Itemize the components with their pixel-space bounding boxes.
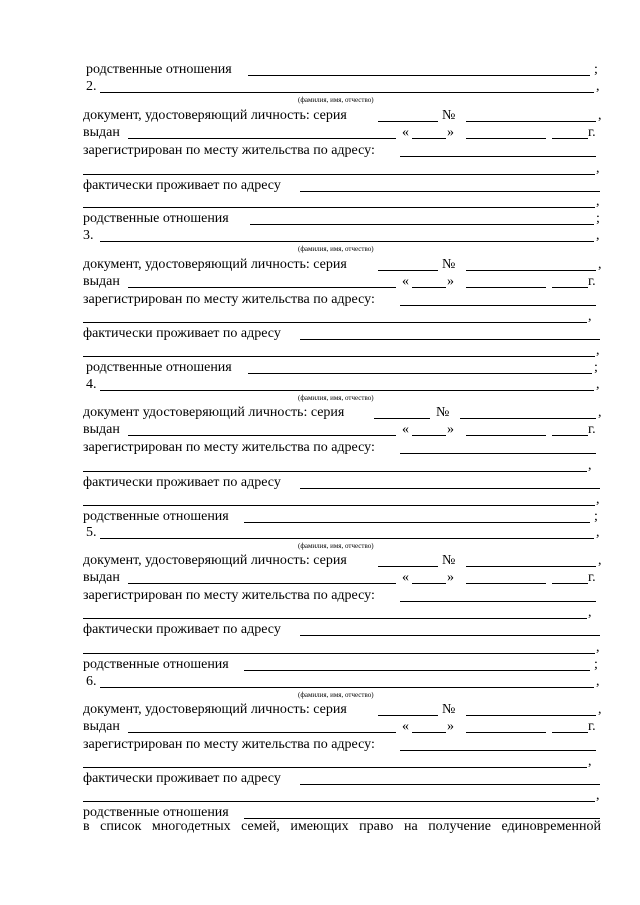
year-label: г.	[588, 570, 596, 585]
person-number: 5.	[86, 525, 97, 540]
issued-month-field[interactable]	[466, 435, 546, 436]
quote-close: »	[447, 274, 454, 289]
quote-open: «	[402, 422, 409, 437]
registered-address-field[interactable]	[400, 750, 596, 751]
comma: ,	[588, 605, 592, 620]
issued-day-field[interactable]	[412, 583, 446, 584]
issued-year-field[interactable]	[552, 435, 588, 436]
issued-year-field[interactable]	[552, 583, 588, 584]
registered-address-field[interactable]	[400, 601, 596, 602]
doc-label: документ, удостоверяющий личность: серия	[83, 553, 347, 568]
doc-number-field[interactable]	[466, 121, 596, 122]
fio-field[interactable]	[100, 538, 594, 539]
doc-number-field[interactable]	[466, 270, 596, 271]
number-sign: №	[442, 257, 456, 272]
quote-open: «	[402, 274, 409, 289]
quote-close: »	[447, 570, 454, 585]
comma: ,	[596, 79, 600, 94]
relation-label: родственные отношения	[86, 62, 232, 77]
semicolon: ;	[594, 509, 598, 524]
actual-address-field[interactable]	[300, 784, 600, 785]
comma: ,	[596, 194, 600, 209]
actual-address-field[interactable]	[300, 339, 600, 340]
actual-label: фактически проживает по адресу	[83, 326, 281, 341]
doc-series-field[interactable]	[378, 121, 438, 122]
registered-address-field[interactable]	[400, 305, 596, 306]
comma: ,	[596, 343, 600, 358]
doc-series-field[interactable]	[378, 566, 438, 567]
person-number: 6.	[86, 674, 97, 689]
fio-field[interactable]	[100, 92, 594, 93]
year-label: г.	[588, 274, 596, 289]
registered-address-field-2[interactable]	[83, 322, 587, 323]
issued-by-field[interactable]	[128, 732, 396, 733]
doc-label: документ, удостоверяющий личность: серия	[83, 257, 347, 272]
doc-series-field[interactable]	[378, 270, 438, 271]
relation-field[interactable]	[244, 670, 590, 671]
fio-hint: (фамилия, имя, отчество)	[298, 542, 374, 550]
year-label: г.	[588, 422, 596, 437]
quote-close: »	[447, 719, 454, 734]
actual-label: фактически проживает по адресу	[83, 178, 281, 193]
quote-close: »	[447, 422, 454, 437]
issued-by-field[interactable]	[128, 138, 396, 139]
year-label: г.	[588, 125, 596, 140]
doc-label: документ, удостоверяющий личность: серия	[83, 108, 347, 123]
doc-label: документ, удостоверяющий личность: серия	[83, 702, 347, 717]
issued-label: выдан	[83, 719, 120, 734]
actual-address-field-2[interactable]	[83, 801, 595, 802]
comma: ,	[596, 525, 600, 540]
comma: ,	[588, 309, 592, 324]
number-sign: №	[436, 405, 450, 420]
actual-address-field-2[interactable]	[83, 356, 595, 357]
comma: ,	[598, 405, 602, 420]
issued-by-field[interactable]	[128, 435, 396, 436]
fio-field[interactable]	[100, 687, 594, 688]
fio-hint: (фамилия, имя, отчество)	[298, 691, 374, 699]
issued-day-field[interactable]	[412, 287, 446, 288]
semicolon: ;	[594, 360, 598, 375]
quote-close: »	[447, 125, 454, 140]
semicolon: ;	[594, 62, 598, 77]
person-number: 2.	[86, 79, 97, 94]
issued-label: выдан	[83, 125, 120, 140]
semicolon: ;	[596, 211, 600, 226]
relation-label: родственные отношения	[83, 805, 229, 820]
actual-label: фактически проживает по адресу	[83, 622, 281, 637]
comma: ,	[596, 674, 600, 689]
registered-label: зарегистрирован по месту жительства по адресу:	[83, 737, 375, 752]
comma: ,	[598, 257, 602, 272]
registered-address-field-2[interactable]	[83, 174, 595, 175]
number-sign: №	[442, 702, 456, 717]
issued-day-field[interactable]	[412, 435, 446, 436]
relation-label: родственные отношения	[83, 211, 229, 226]
comma: ,	[596, 640, 600, 655]
comma: ,	[598, 553, 602, 568]
quote-open: «	[402, 719, 409, 734]
issued-label: выдан	[83, 570, 120, 585]
registered-address-field[interactable]	[400, 453, 596, 454]
doc-number-field[interactable]	[466, 566, 596, 567]
relation-field[interactable]	[250, 224, 594, 225]
comma: ,	[598, 702, 602, 717]
fio-hint: (фамилия, имя, отчество)	[298, 96, 374, 104]
relation-field[interactable]	[248, 75, 590, 76]
issued-year-field[interactable]	[552, 138, 588, 139]
comma: ,	[596, 228, 600, 243]
issued-day-field[interactable]	[412, 732, 446, 733]
comma: ,	[598, 108, 602, 123]
comma: ,	[596, 788, 600, 803]
relation-field[interactable]	[248, 373, 592, 374]
person-number: 3.	[83, 228, 94, 243]
semicolon: ;	[594, 657, 598, 672]
relation-label: родственные отношения	[83, 657, 229, 672]
doc-number-field[interactable]	[460, 418, 596, 419]
registered-address-field[interactable]	[400, 156, 596, 157]
comma: ,	[596, 377, 600, 392]
actual-address-field[interactable]	[300, 635, 600, 636]
issued-month-field[interactable]	[466, 583, 546, 584]
comma: ,	[596, 161, 600, 176]
actual-address-field-2[interactable]	[83, 653, 595, 654]
doc-series-field[interactable]	[374, 418, 430, 419]
issued-label: выдан	[83, 274, 120, 289]
issued-month-field[interactable]	[466, 732, 546, 733]
doc-number-field[interactable]	[466, 715, 596, 716]
issued-by-field[interactable]	[128, 287, 396, 288]
actual-address-field[interactable]	[300, 191, 600, 192]
issued-month-field[interactable]	[466, 138, 546, 139]
registered-label: зарегистрирован по месту жительства по адресу:	[83, 440, 375, 455]
registered-label: зарегистрирован по месту жительства по адресу:	[83, 588, 375, 603]
doc-label: документ удостоверяющий личность: серия	[83, 405, 345, 420]
closing-text: в список многодетных семей, имеющих право на получение единовременной	[83, 819, 601, 834]
relation-label: родственные отношения	[86, 360, 232, 375]
number-sign: №	[442, 108, 456, 123]
actual-address-field-2[interactable]	[83, 207, 595, 208]
doc-series-field[interactable]	[378, 715, 438, 716]
number-sign: №	[442, 553, 456, 568]
person-number: 4.	[86, 377, 97, 392]
issued-year-field[interactable]	[552, 287, 588, 288]
comma: ,	[596, 492, 600, 507]
issued-label: выдан	[83, 422, 120, 437]
issued-by-field[interactable]	[128, 583, 396, 584]
fio-hint: (фамилия, имя, отчество)	[298, 394, 374, 402]
actual-label: фактически проживает по адресу	[83, 475, 281, 490]
relation-label: родственные отношения	[83, 509, 229, 524]
quote-open: «	[402, 125, 409, 140]
registered-address-field-2[interactable]	[83, 618, 587, 619]
registered-label: зарегистрирован по месту жительства по адресу:	[83, 292, 375, 307]
year-label: г.	[588, 719, 596, 734]
relation-field[interactable]	[244, 522, 590, 523]
comma: ,	[588, 458, 592, 473]
actual-address-field-2[interactable]	[83, 505, 595, 506]
comma: ,	[588, 754, 592, 769]
fio-field[interactable]	[100, 390, 594, 391]
actual-label: фактически проживает по адресу	[83, 771, 281, 786]
fio-field[interactable]	[100, 241, 594, 242]
registered-label: зарегистрирован по месту жительства по адресу:	[83, 143, 375, 158]
fio-hint: (фамилия, имя, отчество)	[298, 245, 374, 253]
issued-day-field[interactable]	[412, 138, 446, 139]
registered-address-field-2[interactable]	[83, 471, 587, 472]
actual-address-field[interactable]	[300, 488, 600, 489]
issued-month-field[interactable]	[466, 287, 546, 288]
quote-open: «	[402, 570, 409, 585]
issued-year-field[interactable]	[552, 732, 588, 733]
registered-address-field-2[interactable]	[83, 767, 587, 768]
